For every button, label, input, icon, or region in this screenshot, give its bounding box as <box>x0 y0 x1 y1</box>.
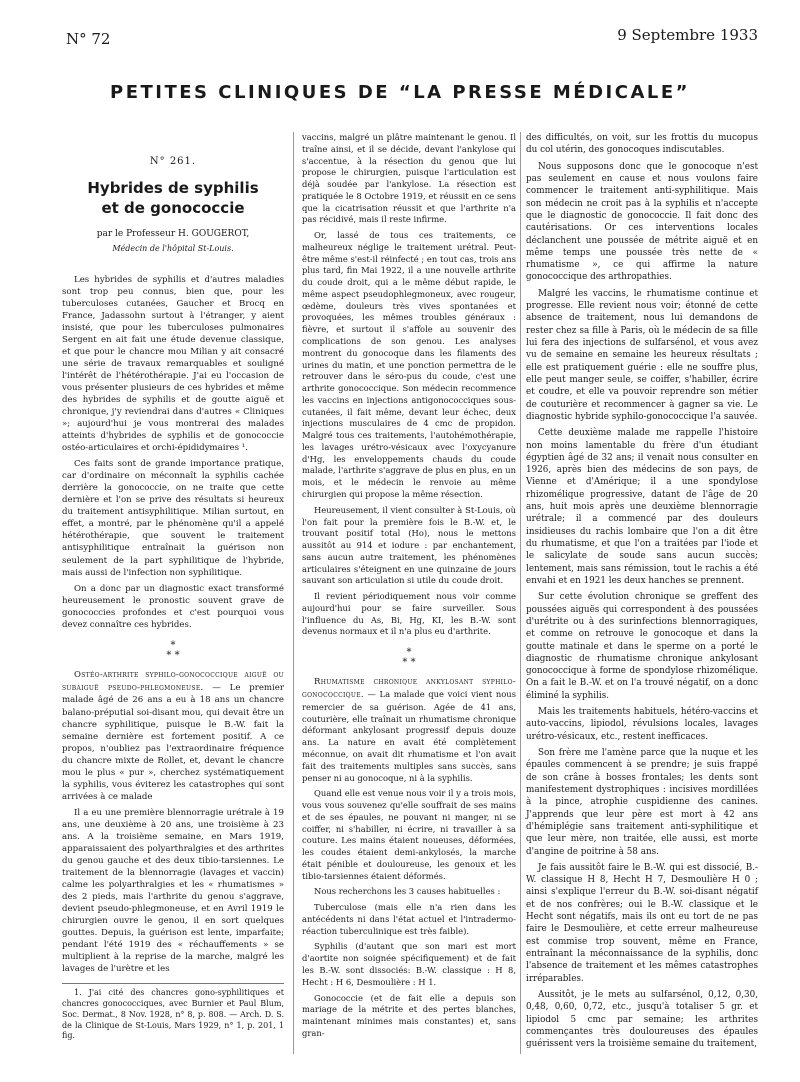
paragraph: Syphilis (d'autant que son mari est mort d'aortite non soignée spécifiquement) et de fait les B.-W. sont dissociés: B.-W. classique : H 8, Hecht : H 6, Desmoulière : H 1. <box>302 941 516 987</box>
section-separator: * * * <box>166 639 180 661</box>
paragraph-text: — La malade que voici vient nous remercier de sa guérison. Agée de 41 ans, couturière, elle traînait un rhumatisme chronique déformant ankylosant progressif depuis douze ans. La nature en avait été complètement méconnue, on avait dit rhumatisme et l'on avait fait des traitements multiples sans succès, sans penser ni au gonocoque, ni à la syphilis. <box>302 689 516 783</box>
paragraph: Les hybrides de syphilis et d'autres maladies sont trop peu connus, bien que, pour les tuberculoses cutanées, Gaucher et Brocq en France, Jadassohn surtout à l'étranger, y aient insisté, que pour les tuberculoses pulmonaires Sergent en ait fait une étude devenue classique, et que pour le chancre mou Milian y ait consacré une série de travaux remarquables et souligné l'intérêt de l'hétérothérapie. J'ai eu l'occasion de vous présenter plusieurs de ces hybrides et même des hybrides de syphilis et de goutte aiguë et chronique, j'y reviendrai dans d'autres « Cliniques »; aujourd'hui je vous montrerai des malades atteints d'hybrides de syphilis et de gonococcie ostéo-articulaires et orchi-épididymaires ¹. <box>62 274 284 454</box>
section-heading: Rhumatisme chronique ankylosant syphilo-gonococcique. <box>302 677 516 701</box>
paragraph: Nous recherchons les 3 causes habituelles : <box>314 886 501 897</box>
paragraph: Son frère me l'amène parce que la nuque et les épaules commencent à se prendre; je suis frappé de son crâne à bosses frontales; les dents sont manifestement dystrophiques : incisives mordillées à la pince, atrophie cuspidienne des canines. J'apprends que leur père est mort à 42 ans d'hémiplégie sans traitement anti-syphilitique et que leur mère, non traitée, elle aussi, est morte d'angine de poitrine à 58 ans. <box>526 748 758 857</box>
column-2 <box>302 132 516 1044</box>
paragraph <box>62 669 284 803</box>
paragraph: Malgré les vaccins, le rhumatisme continue et progresse. Elle revient nous voir; étonné de cette absence de traitement, nous lui demandons de rester chez sa fille à Paris, où le médecin de sa fille lui fera des injections de sulfarsénol, et vous avez vu de semaine en semaine les heureux résultats ; elle est pratiquement guérie : elle ne souffre plus, elle peut manger seule, se coiffer, s'habiller, écrire et coudre, et elle va pouvoir reprendre son métier de couturière et recommencer à gagner sa vie. Le diagnostic hybride syphilo-gonococcique l'a sauvée. <box>526 288 758 422</box>
paragraph: Cette deuxième malade me rappelle l'histoire non moins lamentable du frère d'un étudiant égyptien âgé de 32 ans; il venait nous consulter en 1926, après bien des médecins de son pays, de Vienne et d'Amérique; il a une spondylose rhizomélique progressive, datant de l'âge de 20 ans, huit mois après une deuxième blennorragie urétrale; il a commencé par des douleurs insidieuses du rachis lombaire que l'on a dit être du rhumatisme, et que l'on a traitées par l'iode et le salicylate de soude sans aucun succès; lentement, mais sans rémission, tout le rachis a été envahi et en 1921 les deux hanches se prennent. <box>526 428 758 586</box>
title-line-1: Hybrides de syphilis <box>87 179 259 197</box>
paragraph: Il a eu une première blennorragie urétrale à 19 ans, une deuxième à 20 ans, une troisième à 23 ans. A la troisième semaine, en Mars 1919, apparaissaient des polyarthralgies et des arthrites du genou gauche et des deux tibio-tarsiennes. Le traitement de la blennorragie (lavages et vaccin) calme les polyarthralgies et les « rhumatismes » des 2 pieds, mais l'arthrite du genou s'aggrave, devient pseudo-phlegmoneuse, et en Avril 1919 le chirurgien ouvre le genou, il en sort quelques gouttes. Depuis, la guérison est lente, imparfaite; pendant l'été 1919 des « réchauffements » se multiplient à la reprise de la marche, malgré les lavages de l'urètre et les <box>62 807 284 975</box>
paragraph: Or, lassé de tous ces traitements, ce malheureux néglige le traitement urétral. Peut-être même s'est-il réinfecté ; en tout cas, trois ans plus tard, fin Mai 1922, il a une nouvelle arthrite du coude droit, qui a le même début rapide, le même aspect pseudophlegmoneux, avec rougeur, œdème, douleurs très vives spontanées et provoquées, les mêmes troubles généraux : fièvre, et surtout il s'affole au souvenir des complications de son genou. Les analyses montrent du gonocoque dans les filaments des urines du matin, et une ponction permettra de le retrouver dans le séro-pus du coude, c'est une arthrite gonococcique. Son médecin recommence les vaccins en injections antigonococciques sous-cutanées, il fait même, devant leur échec, deux injections musculaires de 4 cmc de propidon. Malgré tous ces traitements, l'autohémothérapie, les lavages urétro-vésicaux avec l'oxycyanure d'Hg, les enveloppements chauds du coude malade, l'arthrite s'aggrave de plus en plus, en un mois, et le médecin le renvoie au même chirurgien qui propose la même résection. <box>302 230 516 499</box>
paragraph <box>302 676 516 784</box>
title-line-2: et de gonococcie <box>101 198 245 217</box>
paragraph: Ces faits sont de grande importance pratique, car d'ordinaire on méconnaît la syphilis cachée derrière la gonococcie, on ne traite que cette dernière et l'on se prive des résultats si heureux du traitement antisyphilitique. Milian surtout, en effet, a montré, par le phénomène qu'il a appelé hétérothérapie, que souvent le traitement antisyphilitique entraînait la guérison non seulement de la part syphilitique de l'hybride, mais aussi de l'infection non syphilitique. <box>62 459 284 578</box>
paragraph: Il revient périodiquement nous voir comme aujourd'hui pour se faire surveiller. Sous l'influence du As, Bi, Hg, KI, les B.-W. sont devenus normaux et il n'a plus eu d'arthrite. <box>302 591 516 637</box>
section-separator: * * * <box>402 647 416 669</box>
paragraph: Je fais aussitôt faire le B.-W. qui est dissocié, B.-W. classique H 8, Hecht H 7, Desmoulière H 0 ; ainsi s'explique l'erreur du B.-W. soi-disant négatif et de nos confrères; oui le B.-W. classique et le Hecht sont négatifs, mais ils ont eu tort de ne pas faire le Desmoulière, et cette erreur malheureuse est commise trop souvent, même en France, entraînant la méconnaissance de la syphilis, donc l'absence de traitement et les mêmes catastrophes irréparables. <box>526 862 758 984</box>
author-line: par le Professeur H. GOUGEROT, <box>96 229 250 239</box>
article-title <box>62 179 284 218</box>
section-heading: Ostéo-arthrite syphilo-gonococcique aiguë ou subaiguë pseudo-phlegmoneuse. <box>62 669 284 693</box>
paragraph: Quand elle est venue nous voir il y a trois mois, vous vous souvenez qu'elle souffrait de ses mains et de ses épaules, ne pouvant ni manger, ni se coiffer, ni s'habiller, ni écrire, ni travailler à sa couture. Les mains étaient noueuses, déformées, les coudes étaient demi-ankylosés, la marche était pénible et douloureuse, les genoux et les tibio-tarsiennes étaient déformés. <box>302 788 516 881</box>
paragraph: Nous supposons donc que le gonocoque n'est pas seulement en cause et nous voulons faire commencer le traitement anti-syphilitique. Mais son médecin ne croit pas à la syphilis et n'accepte que le diagnostic de gonococcie. Il fait donc des cautérisations. Or ces interventions locales déclanchent une poussée de métrite aiguë et en même temps une poussée très nette de « rhumatisme », ce qui affirme la nature gonococcique des arthropathies. <box>526 161 758 283</box>
issue-number: N° 72 <box>66 30 111 48</box>
article-number: N° 261. <box>149 156 197 167</box>
paragraph: Sur cette évolution chronique se greffent des poussées aiguës qui correspondent à des poussées d'urétrite ou à des surinfections blennorragiques, et comme on retrouve le gonocoque et dans la goutte matinale et dans le sperme on a porté le diagnostic de rhumatisme chronique ankylosant gonococcique à forme de spondylose rhizomélique. On a fait le B.-W. et on l'a trouvé négatif, on a donc éliminé la syphilis. <box>526 592 758 701</box>
paragraph: Tuberculose (mais elle n'a rien dans les antécédents ni dans l'état actuel et l'intradermo-réaction tuberculinique est très faible). <box>302 902 516 936</box>
paragraph: On a donc par un diagnostic exact transformé heureusement le pronostic souvent grave de gonococcies profondes et c'est pourquoi vous devez connaître ces hybrides. <box>62 583 284 630</box>
footnote-text: 1. J'ai cité des chancres gono-syphilitiques et chancres gonococciques, avec Burnier et Paul Blum, Soc. Dermat., 8 Nov. 1928, n° 8, p. 808. — Arch. D. S. de la Clinique de St-Louis, Mars 1929, n° 1, p. 201, 1 fig. <box>62 988 284 1041</box>
footnote <box>62 983 284 1042</box>
paragraph: des difficultés, on voit, sur les frottis du mucopus du col utérin, des gonocoques indiscutables. <box>526 133 758 156</box>
paragraph: Gonococcie (et de fait elle a depuis son mariage de la métrite et des pertes blanches, maintenant minimes mais constantes) et, sans gran- <box>302 992 516 1038</box>
column-rule <box>520 132 521 1054</box>
column-3 <box>526 132 758 1055</box>
paragraph: Aussitôt, je le mets au sulfarsénol, 0,12, 0,30, 0,48, 0,60, 0,72, etc., jusqu'à totaliser 5 gr. et lipiodol 5 cmc par semaine; les arthrites commençantes très douloureuses des épaules guérissent vers la troisième semaine du traitement, <box>526 989 758 1050</box>
paragraph-text: — Le premier malade âgé de 26 ans a eu à 18 ans un chancre balano-préputial soi-disant mou, qui devait être un chancre syphilitique, puisque le B.-W. fait la semaine dernière est fortement positif. A ce propos, n'oubliez pas l'extraordinaire fréquence du chancre mixte de Rollet, et, devant le chancre mou le plus « pur », cherchez systématiquement la syphilis, vous éviterez les catastrophes qui sont arrivées à ce malade <box>62 682 285 802</box>
author-affiliation: Médecin de l'hôpital St-Louis. <box>112 243 234 253</box>
paragraph: vaccins, malgré un plâtre maintenant le genou. Il traîne ainsi, et il se décide, devant l'ankylose qui s'accentue, à la résection du genou que lui propose le chirurgien, puisque l'articulation est déjà soudée par l'ankylose. La résection est pratiquée le 8 Octobre 1919, et réussit en ce sens que la cicatrisation réussit et que l'arthrite n'a pas récidivé, mais il reste infirme. <box>302 132 516 225</box>
paragraph: Heureusement, il vient consulter à St-Louis, où l'on fait pour la première fois le B.-W. et, le trouvant positif total (Ho), nous le mettons aussitôt au 914 et iodure : par enchantement, sans aucun autre traitement, les phénomènes articulaires s'éteignent en une quinzaine de jours sauvant son articulation si utile du coude droit. <box>302 504 516 586</box>
column-1 <box>62 155 284 1046</box>
issue-date: 9 Septembre 1933 <box>617 26 758 44</box>
paragraph: Mais les traitements habituels, hétéro-vaccins et auto-vaccins, lipiodol, révulsions locales, lavages urétro-vésicaux, etc., restent inefficaces. <box>526 707 758 742</box>
column-rule <box>293 132 294 1054</box>
running-title: PETITES CLINIQUES DE “LA PRESSE MÉDICALE” <box>110 82 690 103</box>
